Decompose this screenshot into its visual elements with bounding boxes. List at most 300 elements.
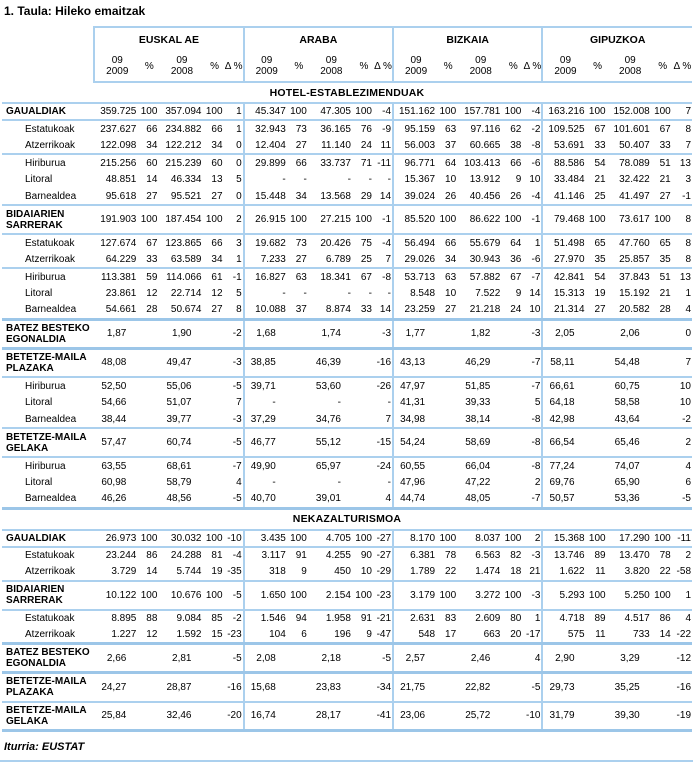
data-cell <box>289 348 309 377</box>
data-cell: 36.165 <box>320 123 351 135</box>
data-cell: 15.192 <box>619 288 650 299</box>
data-cell: 33.484 <box>542 171 587 188</box>
data-cell: 215.256 <box>100 157 137 169</box>
data-cell: 41.497 <box>608 188 653 205</box>
data-cell: 5.293 <box>542 581 587 610</box>
data-cell: 60 <box>146 157 158 169</box>
data-cell: 34,98 <box>393 411 438 428</box>
data-cell: -10 <box>225 530 244 547</box>
data-cell: 39,71 <box>244 377 289 394</box>
data-cell: 10 <box>529 174 541 185</box>
data-cell: 46,26 <box>94 491 139 508</box>
data-cell: 23.244 <box>105 550 137 561</box>
data-cell: -19 <box>673 702 692 731</box>
data-cell: 85 <box>211 613 223 624</box>
data-cell <box>438 644 458 673</box>
row-label: BATEZ BESTEKO EGONALDIA <box>2 319 94 348</box>
data-cell: 34 <box>205 137 225 154</box>
data-cell: 7 <box>673 137 692 154</box>
data-cell: -1 <box>673 188 692 205</box>
data-cell: 8.037 <box>458 530 503 547</box>
data-cell: 187.454 <box>159 205 204 234</box>
data-cell: 21.218 <box>458 302 503 319</box>
data-cell: 14 <box>529 288 541 299</box>
subcolumn-header: 09 2009 <box>393 51 438 82</box>
subcolumn-header: % <box>438 51 458 82</box>
data-cell: 7 <box>673 348 692 377</box>
data-cell: 157.781 <box>458 103 503 120</box>
data-cell: 73 <box>295 237 307 249</box>
data-cell: 17 <box>438 627 458 644</box>
data-cell <box>139 644 159 673</box>
table-row <box>2 547 692 564</box>
data-cell: 18 <box>503 564 523 581</box>
data-cell: 100 <box>588 530 608 547</box>
data-cell: 54.661 <box>94 302 139 319</box>
data-cell: 20.582 <box>608 302 653 319</box>
data-cell: 4.718 <box>542 610 587 627</box>
data-cell: -27 <box>376 550 392 561</box>
data-cell: 29 <box>354 188 374 205</box>
data-cell <box>205 702 225 731</box>
data-cell: 33 <box>653 137 673 154</box>
data-cell: 32.422 <box>619 174 650 185</box>
data-cell <box>354 457 374 474</box>
data-cell: 47,22 <box>465 477 491 488</box>
data-cell: 33 <box>588 137 608 154</box>
data-cell: 91 <box>360 613 372 624</box>
data-cell: 71 <box>360 157 372 169</box>
data-cell: 3 <box>685 174 691 185</box>
section-header-row <box>2 508 692 530</box>
data-cell: -12 <box>673 644 692 673</box>
data-cell <box>139 457 159 474</box>
data-cell: 34 <box>139 137 159 154</box>
data-cell: 14 <box>374 302 393 319</box>
table-row <box>2 188 692 205</box>
data-cell: 11.140 <box>309 137 354 154</box>
data-cell: 94 <box>295 613 307 624</box>
data-cell: 100 <box>503 205 523 234</box>
data-cell: 196 <box>309 627 354 644</box>
data-cell: 61 <box>211 271 223 283</box>
data-cell: -3 <box>531 550 541 561</box>
data-cell: 34 <box>205 251 225 268</box>
data-cell <box>588 644 608 673</box>
row-label: Litoral <box>25 288 53 299</box>
table-row <box>2 268 692 285</box>
data-cell <box>354 491 374 508</box>
data-cell: 31,79 <box>542 702 587 731</box>
row-label: Hiriburua <box>25 460 66 472</box>
data-cell <box>289 428 309 457</box>
data-cell: -8 <box>523 137 542 154</box>
data-cell <box>139 491 159 508</box>
data-cell <box>438 491 458 508</box>
data-cell <box>653 673 673 702</box>
data-cell: 34 <box>289 188 309 205</box>
data-cell: 357.094 <box>159 103 204 120</box>
data-cell: 100 <box>588 103 608 120</box>
row-label: Estatukoak <box>25 613 75 624</box>
data-cell: 122.098 <box>94 137 139 154</box>
data-cell: 2,90 <box>542 644 587 673</box>
data-cell: 48,05 <box>458 491 503 508</box>
data-cell: 12 <box>211 288 223 299</box>
data-cell: 1,68 <box>244 319 289 348</box>
data-cell <box>503 348 523 377</box>
data-cell: 48.851 <box>105 174 137 185</box>
data-cell: 58,11 <box>542 348 587 377</box>
data-cell: 88 <box>146 613 158 624</box>
data-cell: 47,96 <box>393 474 438 491</box>
data-cell: - <box>244 394 289 411</box>
data-cell <box>588 702 608 731</box>
row-label: BATEZ BESTEKO EGONALDIA <box>2 644 94 673</box>
corner-cell <box>2 27 94 51</box>
data-cell: 65,90 <box>614 477 640 488</box>
data-cell <box>205 491 225 508</box>
table-row <box>2 702 692 731</box>
data-cell <box>503 428 523 457</box>
table-row <box>2 491 692 508</box>
data-cell: 29.026 <box>393 251 438 268</box>
data-cell: 2,57 <box>393 644 438 673</box>
data-cell <box>588 348 608 377</box>
data-cell <box>289 457 309 474</box>
data-cell: 10.088 <box>244 302 289 319</box>
data-cell: 1.546 <box>244 610 289 627</box>
data-cell: 27 <box>205 188 225 205</box>
data-cell: 5.250 <box>608 581 653 610</box>
data-cell: 1,87 <box>94 319 139 348</box>
data-cell: 51 <box>659 157 671 169</box>
data-cell <box>139 348 159 377</box>
data-cell: 2 <box>534 477 541 488</box>
data-cell <box>503 394 523 411</box>
data-cell: 82 <box>510 550 522 561</box>
subcolumn-header: Δ % <box>225 51 244 82</box>
data-cell: 77,24 <box>542 457 587 474</box>
data-cell: 19 <box>594 288 606 299</box>
data-cell: 35 <box>653 251 673 268</box>
data-cell: 114.066 <box>166 271 202 283</box>
data-cell: -8 <box>523 411 542 428</box>
data-cell: 40.456 <box>458 188 503 205</box>
page-title: 1. Taula: Hileko emaitzak <box>4 4 146 18</box>
data-cell <box>503 644 523 673</box>
table-row <box>2 581 692 610</box>
data-cell: 75 <box>360 237 372 249</box>
data-cell: 53.713 <box>393 268 438 285</box>
data-cell: 100 <box>438 530 458 547</box>
data-cell: 152.008 <box>608 103 653 120</box>
data-cell: 100 <box>139 581 159 610</box>
data-cell: -5 <box>523 673 542 702</box>
data-cell: 14 <box>139 564 159 581</box>
data-cell: 55,06 <box>166 380 192 392</box>
data-cell: 0 <box>225 188 244 205</box>
data-cell: 86 <box>146 550 158 561</box>
header-subcolumn-row <box>2 51 692 82</box>
data-cell: 48,56 <box>159 491 204 508</box>
data-cell: 2 <box>685 550 691 561</box>
row-label: Litoral <box>25 397 53 408</box>
data-cell: 64.229 <box>94 251 139 268</box>
data-cell: -3 <box>225 411 244 428</box>
subcolumn-header: Δ % <box>374 51 393 82</box>
data-cell <box>205 474 225 491</box>
table-row <box>2 530 692 547</box>
data-cell: 100 <box>205 530 225 547</box>
data-cell <box>289 474 309 491</box>
data-cell: 47.305 <box>309 103 354 120</box>
data-cell: 104 <box>244 627 289 644</box>
data-cell: 58,58 <box>614 397 640 408</box>
data-cell <box>289 411 309 428</box>
data-cell: -35 <box>225 564 244 581</box>
data-cell: 33.737 <box>320 157 351 169</box>
data-cell: 13 <box>679 271 691 283</box>
data-cell: 450 <box>309 564 354 581</box>
data-cell: 30.943 <box>458 251 503 268</box>
data-cell: 48,08 <box>94 348 139 377</box>
data-cell: 1.592 <box>159 627 204 644</box>
data-cell: -5 <box>225 644 244 673</box>
data-cell <box>653 348 673 377</box>
data-cell: 39,01 <box>309 491 354 508</box>
row-label: GAUALDIAK <box>2 530 94 547</box>
data-cell <box>139 319 159 348</box>
data-cell: -7 <box>523 348 542 377</box>
data-cell: 41,31 <box>393 394 438 411</box>
data-cell: 5.744 <box>159 564 204 581</box>
data-cell <box>588 319 608 348</box>
data-cell <box>289 377 309 394</box>
data-cell: 24.288 <box>170 550 202 561</box>
data-cell: 33 <box>354 302 374 319</box>
data-cell: 66 <box>211 237 223 249</box>
data-cell: 28,87 <box>159 673 204 702</box>
data-cell: 100 <box>289 530 309 547</box>
data-cell: 11 <box>588 627 608 644</box>
data-cell: 58,79 <box>166 477 192 488</box>
table-body <box>2 82 692 731</box>
data-cell <box>653 411 673 428</box>
data-cell: 1,90 <box>159 319 204 348</box>
data-cell: 10 <box>354 564 374 581</box>
data-cell: -2 <box>225 319 244 348</box>
data-cell: 8.895 <box>111 613 137 624</box>
subcolumn-header: 09 2008 <box>458 51 503 82</box>
data-cell: 20 <box>503 627 523 644</box>
data-cell <box>205 644 225 673</box>
data-cell: 27.215 <box>309 205 354 234</box>
column-group-header: GIPUZKOA <box>542 27 692 51</box>
data-cell <box>289 491 309 508</box>
data-cell: 4.517 <box>624 613 650 624</box>
data-cell <box>205 428 225 457</box>
data-cell: -3 <box>523 319 542 348</box>
data-cell: -16 <box>673 673 692 702</box>
data-cell <box>205 673 225 702</box>
data-cell: 3.117 <box>244 547 289 564</box>
data-cell: 28,17 <box>309 702 354 731</box>
data-cell: 36 <box>503 251 523 268</box>
data-cell: -2 <box>232 613 242 624</box>
table-row <box>2 103 692 120</box>
data-cell <box>438 394 458 411</box>
data-cell: 318 <box>244 564 289 581</box>
data-cell: -3 <box>374 319 393 348</box>
data-cell: 2.154 <box>309 581 354 610</box>
data-cell: 81 <box>211 550 223 561</box>
section-header: HOTEL-ESTABLEZIMENDUAK <box>2 82 692 103</box>
data-cell: -7 <box>232 460 242 472</box>
data-cell: 66 <box>445 237 457 249</box>
data-cell: -6 <box>523 251 542 268</box>
data-cell: 163.216 <box>542 103 587 120</box>
row-label: Barnealdea <box>2 188 94 205</box>
data-cell: 95.618 <box>94 188 139 205</box>
data-cell: -1 <box>523 205 542 234</box>
table-row <box>2 348 692 377</box>
table-row <box>2 120 692 137</box>
data-cell: 15.313 <box>542 285 587 302</box>
data-cell: 11 <box>588 564 608 581</box>
data-cell <box>438 348 458 377</box>
data-cell: 64,18 <box>542 394 587 411</box>
data-cell: 2,06 <box>608 319 653 348</box>
data-cell: 100 <box>653 581 673 610</box>
data-cell: 56.003 <box>393 137 438 154</box>
data-cell: 20.426 <box>320 237 351 249</box>
data-cell <box>289 319 309 348</box>
data-cell: 39,77 <box>159 411 204 428</box>
data-cell: -4 <box>232 550 242 561</box>
data-cell: 50.407 <box>608 137 653 154</box>
data-cell: 15.367 <box>393 171 438 188</box>
data-cell <box>354 348 374 377</box>
data-cell: 69,76 <box>542 474 587 491</box>
data-cell: -10 <box>523 702 542 731</box>
data-cell: 64 <box>445 157 457 169</box>
data-cell: 10.676 <box>159 581 204 610</box>
data-cell: 100 <box>139 530 159 547</box>
data-cell: -21 <box>376 613 392 624</box>
data-cell: 2,66 <box>94 644 139 673</box>
data-cell: 74,07 <box>614 460 640 472</box>
data-cell: 2,18 <box>309 644 354 673</box>
data-cell: 8 <box>685 123 691 135</box>
data-cell: -29 <box>374 564 393 581</box>
data-cell <box>588 673 608 702</box>
data-cell <box>503 673 523 702</box>
data-cell: 15.448 <box>244 188 289 205</box>
data-cell: 1.622 <box>542 564 587 581</box>
data-cell: - <box>303 174 307 185</box>
data-cell <box>653 491 673 508</box>
data-cell: 29,73 <box>542 673 587 702</box>
data-cell: 237.627 <box>100 123 137 135</box>
data-cell <box>289 702 309 731</box>
data-cell: 34 <box>438 251 458 268</box>
data-cell: 21 <box>523 564 542 581</box>
data-cell: 78 <box>445 550 457 561</box>
data-cell: 2.631 <box>393 610 438 627</box>
data-cell: 9.084 <box>176 613 202 624</box>
data-cell: 63,55 <box>101 460 127 472</box>
data-cell: 44,74 <box>393 491 438 508</box>
subcolumn-header: 09 2008 <box>309 51 354 82</box>
data-cell: 97.116 <box>470 123 501 135</box>
data-cell: -4 <box>382 237 392 249</box>
data-cell: -6 <box>531 157 541 169</box>
data-cell: 8 <box>225 302 244 319</box>
data-cell: 100 <box>588 581 608 610</box>
data-cell: 100 <box>289 581 309 610</box>
data-cell: 14 <box>146 174 158 185</box>
data-cell: 100 <box>289 103 309 120</box>
data-cell: 100 <box>503 103 523 120</box>
data-cell: 359.725 <box>94 103 139 120</box>
source-note: Iturria: EUSTAT <box>4 741 85 753</box>
data-cell: 35 <box>588 251 608 268</box>
data-cell: 100 <box>354 581 374 610</box>
data-cell: 6 <box>685 477 691 488</box>
data-cell: 100 <box>354 103 374 120</box>
data-cell: -11 <box>377 157 392 169</box>
data-cell: 1 <box>534 237 541 249</box>
data-cell: - <box>387 174 392 185</box>
data-cell <box>289 644 309 673</box>
data-cell: 7 <box>236 397 242 408</box>
data-cell: -58 <box>673 564 692 581</box>
data-cell <box>139 428 159 457</box>
data-cell: 151.162 <box>393 103 438 120</box>
data-cell <box>653 394 673 411</box>
data-cell: 63 <box>445 271 457 283</box>
data-cell: 101.601 <box>613 123 650 135</box>
data-cell: -5 <box>225 428 244 457</box>
data-cell: 6.789 <box>309 251 354 268</box>
data-cell: 23,06 <box>393 702 438 731</box>
data-cell: -22 <box>673 627 692 644</box>
data-cell: 1.958 <box>325 613 351 624</box>
data-cell: 73.617 <box>608 205 653 234</box>
data-cell: 1,74 <box>309 319 354 348</box>
data-cell: 9 <box>289 564 309 581</box>
data-cell <box>354 394 374 411</box>
data-cell: 52,50 <box>101 380 127 392</box>
data-cell <box>205 394 225 411</box>
data-cell: 663 <box>458 627 503 644</box>
data-cell: 83 <box>445 613 457 624</box>
data-cell: 49,47 <box>159 348 204 377</box>
data-cell: 100 <box>503 530 523 547</box>
data-cell: 24,27 <box>94 673 139 702</box>
data-cell: 32,46 <box>159 702 204 731</box>
row-label: Hiriburua <box>25 271 66 283</box>
data-cell: 4 <box>685 460 691 472</box>
data-cell: 7 <box>374 251 393 268</box>
data-cell: 90 <box>360 550 372 561</box>
data-cell: 100 <box>438 581 458 610</box>
data-cell: 5 <box>236 174 242 185</box>
data-cell: -5 <box>225 581 244 610</box>
table-row <box>2 205 692 234</box>
data-cell <box>289 394 309 411</box>
